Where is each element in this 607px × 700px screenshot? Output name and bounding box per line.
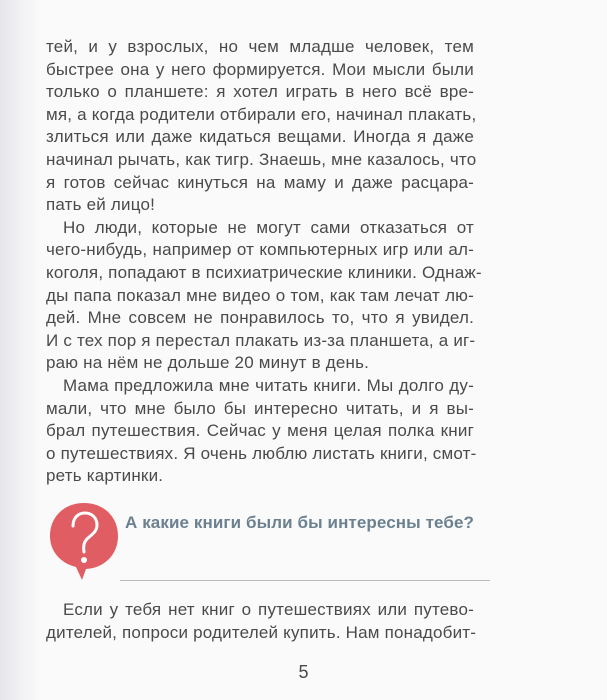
question-prompt	[48, 499, 478, 581]
text-line: только о планшете: я хотел играть в него всё вре-	[46, 82, 474, 102]
text-line: брал путешествия. Сейчас у меня целая полка книг	[46, 421, 474, 441]
text-line: И с тех пор я перестал плакать из-за планшета, а иг-	[46, 330, 476, 350]
text-line: я готов сейчас кинуться на маму и даже расцара-	[46, 172, 474, 192]
text-line: о путешествиях. Я очень люблю листать книги, смот-	[46, 443, 477, 463]
text-line: чего-нибудь, например от компьютерных игр или ал-	[46, 240, 474, 260]
text-line: тей, и у взрослых, но чем младше человек, тем	[46, 37, 474, 56]
text-line: Если у тебя нет книг о путешествиях или путево-	[63, 600, 474, 619]
page-number: 5	[298, 662, 309, 682]
text-line: Но люди, которые не могут сами отказаться от	[63, 217, 474, 237]
answer-line	[120, 580, 490, 581]
text-line: начинал рычать, как тигр. Знаешь, мне казалось, что	[46, 149, 477, 169]
text-line: ды папа показал мне видео о том, как там лечат лю-	[46, 285, 474, 305]
instruction-text-block	[46, 599, 477, 644]
text-line: Мама предложила мне читать книги. Мы долго ду-	[63, 375, 474, 395]
text-line: реть картинки.	[46, 466, 164, 486]
story-text-block	[46, 36, 482, 488]
question-text: А какие книги были бы интересны тебе?	[125, 513, 474, 532]
text-line: раю на нём не дольше 20 минут в день.	[46, 353, 370, 373]
text-line: коголя, попадают в психиатрические клиники. Однаж-	[46, 262, 482, 282]
text-line: мя, а когда родители отбирали его, начинал плакать,	[46, 104, 477, 124]
text-line: дей. Мне совсем не понравилось то, что я увидел.	[46, 308, 474, 328]
text-line: мали, что мне было бы интересно читать, и я вы-	[46, 398, 474, 418]
question-mark-speech-bubble-icon	[48, 499, 120, 581]
page-gutter-shadow	[0, 0, 40, 700]
text-line: злиться или даже кидаться вещами. Иногда я даже	[46, 127, 474, 147]
text-line: быстрее она у него формируется. Мои мысли были	[46, 59, 474, 79]
text-line: дителей, попроси родителей купить. Нам понадобит-	[46, 622, 477, 642]
text-line: пать ей лицо!	[46, 195, 156, 215]
